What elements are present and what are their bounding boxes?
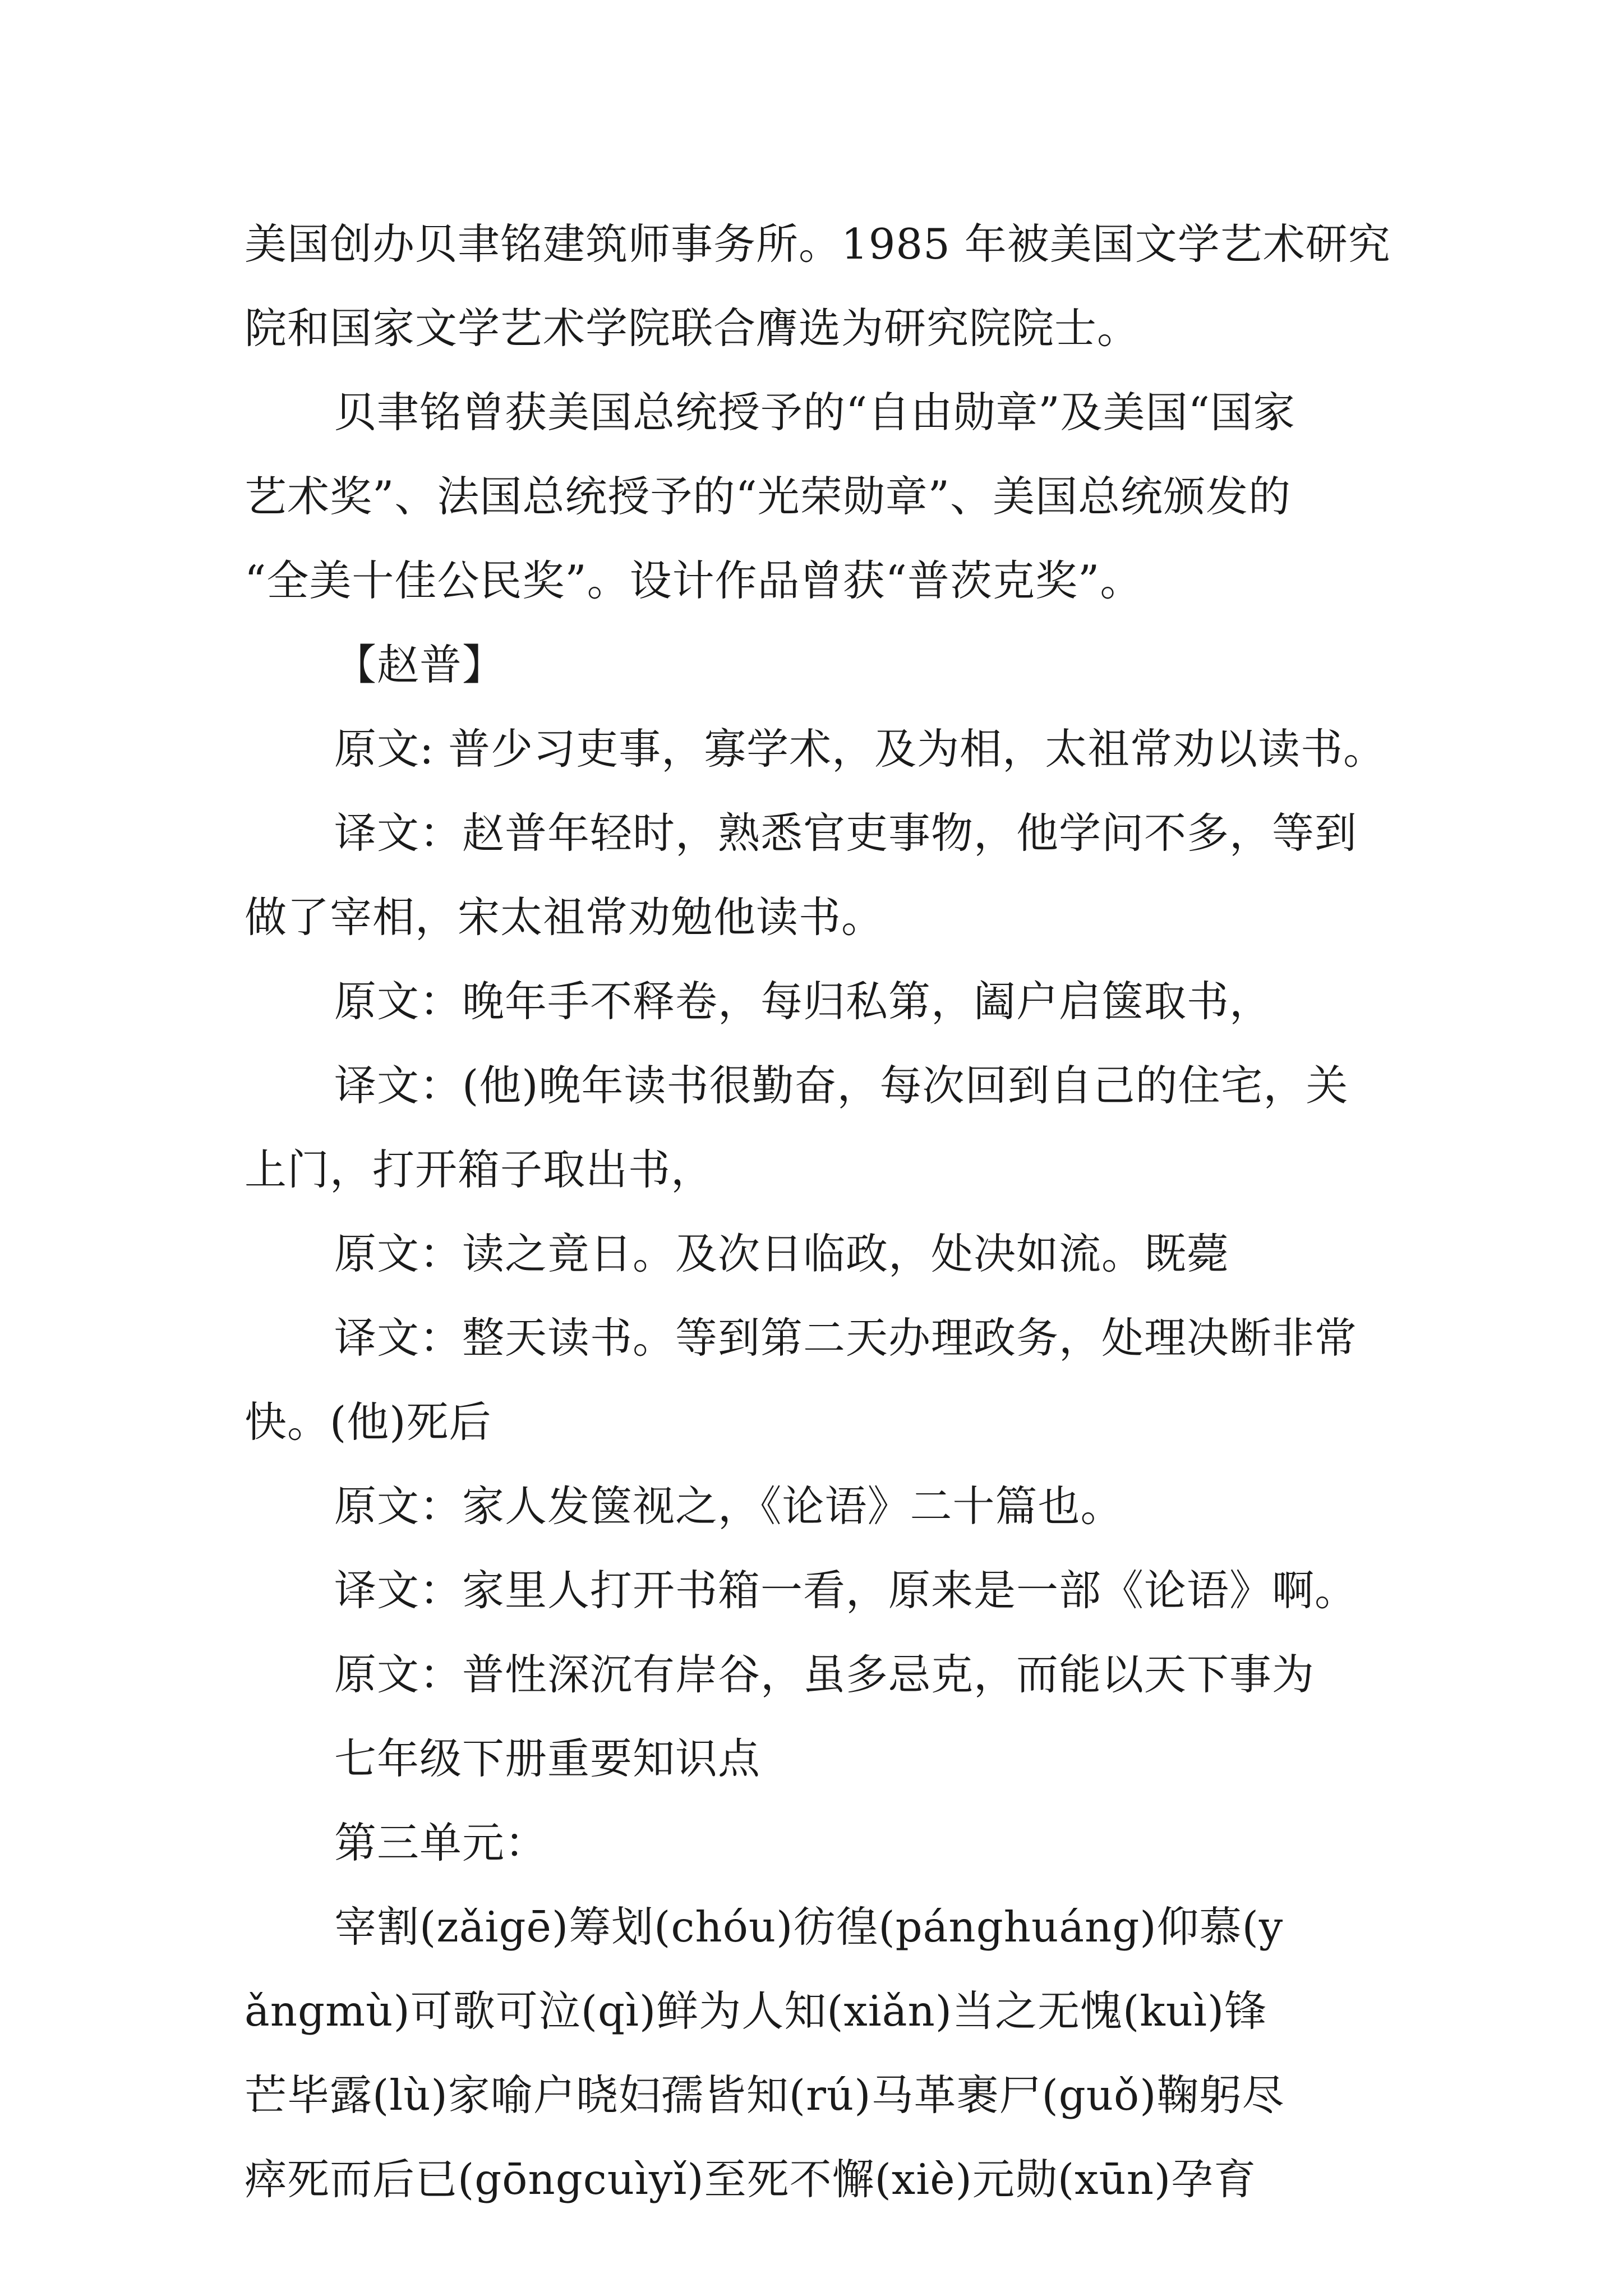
text-line-24: 瘁死而后已(gōngcuìyǐ)至死不懈(xiè)元勋(xūn)孕育 bbox=[245, 2155, 1257, 2204]
text-line-14: 译文：整天读书。等到第二天办理政务，处理决断非常 bbox=[334, 1313, 1358, 1363]
document-body bbox=[245, 202, 1394, 2221]
text-line-18: 原文：普性深沉有岸谷，虽多忌克，而能以天下事为 bbox=[334, 1650, 1315, 1699]
text-line-11: 译文：(他)晚年读书很勤奋，每次回到自己的住宅，关 bbox=[334, 1061, 1349, 1110]
text-line-22: ǎngmù)可歌可泣(qì)鲜为人知(xiǎn)当之无愧(kuì)锋 bbox=[245, 1986, 1267, 2036]
section-heading-zhao-pu: 【赵普】 bbox=[334, 640, 505, 689]
section-heading-unit3: 第三单元： bbox=[334, 1818, 548, 1867]
text-line-3: 贝聿铭曾获美国总统授予的“自由勋章”及美国“国家 bbox=[334, 388, 1296, 437]
text-line-15: 快。(他)死后 bbox=[245, 1397, 492, 1447]
text-line-13: 原文：读之竟日。及次日临政，处决如流。既薨 bbox=[334, 1229, 1230, 1278]
text-line-17: 译文：家里人打开书箱一看，原来是一部《论语》啊。 bbox=[334, 1566, 1358, 1615]
text-line-4: 艺术奖”、法国总统授予的“光荣勋章”、美国总统颁发的 bbox=[245, 472, 1292, 521]
text-line-12: 上门，打开箱子取出书， bbox=[245, 1145, 714, 1194]
text-line-2: 院和国家文学艺术学院联合膺选为研究院院士。 bbox=[245, 303, 1140, 353]
section-heading-grade7: 七年级下册重要知识点 bbox=[334, 1734, 761, 1783]
text-line-1: 美国创办贝聿铭建筑师事务所。1985 年被美国文学艺术研究 bbox=[245, 219, 1391, 269]
text-line-5: “全美十佳公民奖”。设计作品曾获“普茨克奖”。 bbox=[245, 556, 1143, 605]
text-line-10: 原文：晚年手不释卷，每归私第，阖户启箧取书， bbox=[334, 977, 1272, 1026]
text-line-16: 原文：家人发箧视之，《论语》二十篇也。 bbox=[334, 1481, 1123, 1531]
text-line-8: 译文：赵普年轻时，熟悉官吏事物，他学问不多，等到 bbox=[334, 808, 1358, 858]
text-line-21: 宰割(zǎigē)筹划(chóu)彷徨(pánghuáng)仰慕(y bbox=[334, 1902, 1284, 1952]
text-line-7: 原文: 普少习吏事，寡学术，及为相，太祖常劝以读书。 bbox=[334, 724, 1386, 774]
text-line-23: 芒毕露(lù)家喻户晓妇孺皆知(rú)马革裹尸(guǒ)鞠躬尽 bbox=[245, 2070, 1285, 2120]
text-line-9: 做了宰相，宋太祖常劝勉他读书。 bbox=[245, 892, 884, 942]
